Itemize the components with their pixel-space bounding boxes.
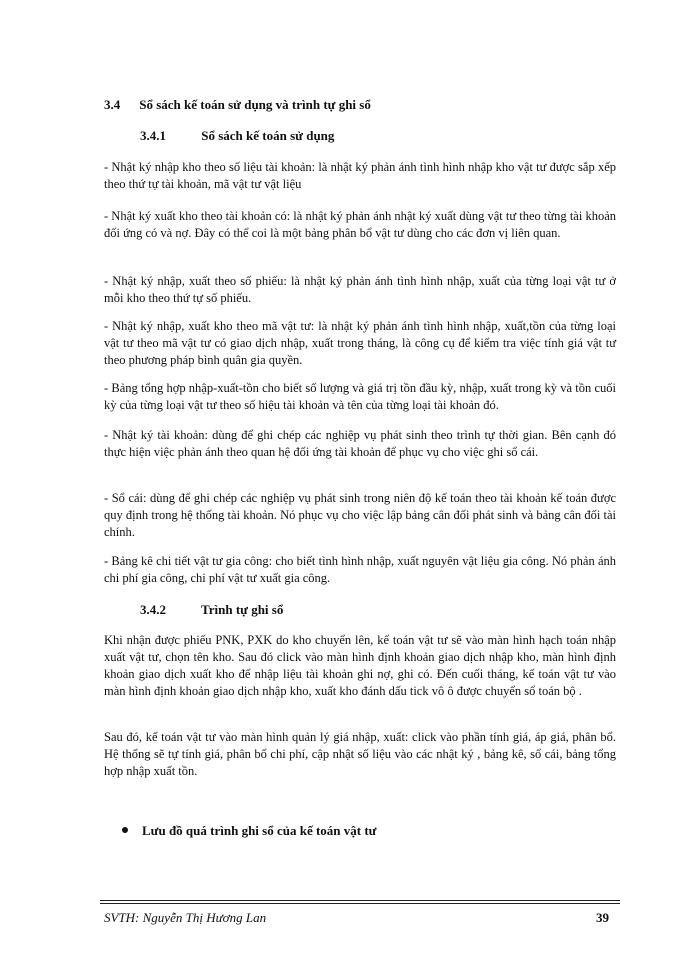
paragraph: Sau đó, kế toán vật tư vào màn hình quản lý giá nhập, xuất: click vào phần tính giá, áp giá, phân bổ. Hệ thống sẽ tự tính giá, phân bổ chi phí, cập nhật số liệu vào các nhật ký , bảng kê, sổ cái, bảng tổng hợp nhập xuất tồn. (104, 730, 616, 778)
subsection-heading-2 (140, 602, 283, 618)
bullet-text: Lưu đồ quá trình ghi sổ của kế toán vật tư (142, 823, 377, 838)
subsection-title: Sổ sách kế toán sử dụng (201, 128, 335, 143)
bullet-icon (122, 827, 128, 833)
section-title: Sổ sách kế toán sử dụng và trình tự ghi sổ (139, 97, 371, 112)
paragraph: - Nhật ký xuất kho theo tài khoản có: là nhật ký phản ánh nhật ký xuất dùng vật tư theo từng tài khoản đối ứng có và nợ. Đây có thể coi là một bảng phân bổ vật tư dùng cho các đơn vị liên quan. (104, 209, 616, 240)
paragraph: - Bảng kê chi tiết vật tư gia công: cho biết tình hình nhập, xuất nguyên vật liệu gia công. Nó phản ánh chi phí gia công, chi phí vật tư xuất gia công. (104, 554, 616, 585)
section-number: 3.4 (104, 97, 121, 112)
footer-author: SVTH: Nguyễn Thị Hương Lan (104, 910, 267, 925)
page-number: 39 (596, 910, 609, 925)
paragraph: - Nhật ký tài khoản: dùng để ghi chép các nghiệp vụ phát sinh theo trình tự thời gian. Bên cạnh đó thực hiện việc phản ánh theo quan hệ đối ứng tài khoản để phục vụ cho việc ghi sổ cái. (104, 428, 616, 459)
subsection-heading-1 (140, 128, 334, 144)
subsection-number: 3.4.2 (140, 602, 166, 617)
bullet-item (122, 823, 376, 839)
footer-divider (100, 903, 620, 904)
footer-divider (100, 900, 620, 901)
section-heading (104, 97, 371, 113)
paragraph: - Nhật ký nhập, xuất theo số phiếu: là nhật ký phản ánh tình hình nhập, xuất của từng loại vật tư ở mỗi kho theo thứ tự số phiếu. (104, 274, 616, 305)
paragraph: - Nhật ký nhập, xuất kho theo mã vật tư: là nhật ký phản ánh tình hình nhập, xuất,tồn của từng loại vật tư theo mã vật tư có giao dịch nhập, xuất trong tháng, là công cụ để kiểm tra việc tính giá vật tư theo phương pháp bình quân gia quyền. (104, 319, 616, 367)
subsection-title: Trình tự ghi sổ (201, 602, 284, 617)
paragraph: - Nhật ký nhập kho theo số liệu tài khoản: là nhật ký phản ánh tình hình nhập kho vật tư được sắp xếp theo thứ tự tài khoản, mã vật tư vật liệu (104, 160, 616, 191)
subsection-number: 3.4.1 (140, 128, 166, 143)
paragraph: - Sổ cái: dùng để ghi chép các nghiệp vụ phát sinh trong niên độ kế toán theo tài khoản kế toán được quy định trong hệ thống tài khoản. Nó phục vụ cho việc lập bảng cân đối phát sinh và bảng cân đối tài chính. (104, 491, 616, 539)
paragraph: Khi nhận được phiếu PNK, PXK do kho chuyển lên, kế toán vật tư sẽ vào màn hình hạch toán nhập xuất vật tư, chọn tên kho. Sau đó click vào màn hình định khoản giao dịch nhập kho, màn hình định khoản giao dịch xuất kho để nhập liệu tài khoản ghi nợ, ghi có. Đến cuối tháng, kế toán vật tư vào màn hình định khoản giao dịch nhập kho, xuất kho đánh dấu tick vô ô được chuyển sổ toán bộ . (104, 633, 616, 698)
paragraph: - Bảng tổng hợp nhập-xuất-tồn cho biết số lượng và giá trị tồn đầu kỳ, nhập, xuất trong kỳ và tồn cuối kỳ của từng loại vật tư theo số hiệu tài khoản và tên của từng loại tài khoản đó. (104, 381, 616, 412)
